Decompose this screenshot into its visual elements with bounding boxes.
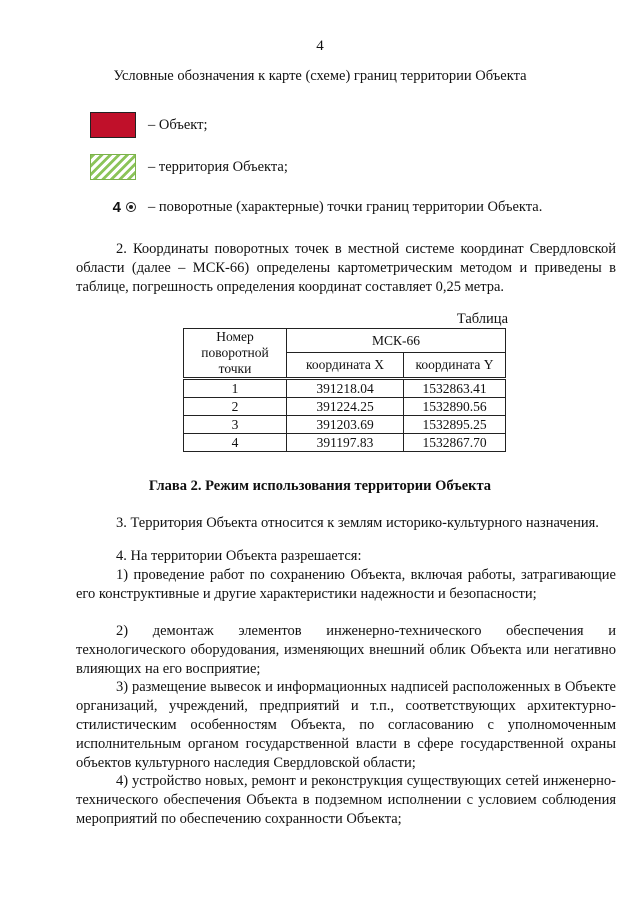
paragraph-4: 4. На территории Объекта разрешается: [116, 548, 362, 564]
header-point-number: Номер поворотной точки [184, 329, 287, 379]
legend-item-object [90, 111, 208, 139]
object-swatch [90, 112, 136, 138]
cell-y: 1532863.41 [404, 379, 506, 398]
cell-x: 391218.04 [287, 379, 404, 398]
legend-label-object: – Объект; [148, 116, 208, 133]
cell-y: 1532895.25 [404, 416, 506, 434]
header-system: МСК-66 [287, 329, 506, 353]
list-item-2: 2) демонтаж элементов инженерно-технического обеспечения и технологического оборудования, изменяющих внешний облик Объекта или негативно влияющих на его восприятие; [76, 623, 616, 677]
paragraph-3: 3. Территория Объекта относится к землям историко-культурного назначения. [116, 515, 599, 531]
cell-point-number: 3 [184, 416, 287, 434]
cell-x: 391197.83 [287, 434, 404, 452]
list-item-1: 1) проведение работ по сохранению Объекта, включая работы, затрагивающие его конструктивные и другие характеристики надежности и безопасности; [76, 567, 616, 602]
list-item-4: 4) устройство новых, ремонт и реконструкция существующих сетей инженерно-технического обеспечения Объекта в подземном исполнении с условием соблюдения мероприятий по обеспечению сохранности Объекта; [76, 773, 616, 827]
cell-point-number: 2 [184, 398, 287, 416]
point-circle-icon [126, 202, 136, 212]
cell-y: 1532867.70 [404, 434, 506, 452]
table-row [184, 379, 506, 398]
legend-title: Условные обозначения к карте (схеме) границ территории Объекта [113, 68, 527, 84]
list-item-3: 3) размещение вывесок и информационных надписей расположенных в Объекте организаций, учреждений, предприятий и т.п., соответствующих архитектурно-стилистическим особенностям Объекта, по согласованию с уполномоченным исполнительным органом государственной власти в сфере государственной охраны объектов культурного наследия Свердловской области; [76, 679, 616, 771]
legend-item-territory [90, 153, 288, 181]
cell-x: 391203.69 [287, 416, 404, 434]
legend-label-territory: – территория Объекта; [148, 158, 288, 175]
cell-y: 1532890.56 [404, 398, 506, 416]
table-row [184, 416, 506, 434]
legend-label-points: – поворотные (характерные) точки границ территории Объекта. [148, 198, 543, 215]
page-number: 4 [316, 38, 324, 54]
table-row [184, 434, 506, 452]
header-y: координата Y [404, 353, 506, 379]
cell-x: 391224.25 [287, 398, 404, 416]
chapter-title: Глава 2. Режим использования территории Объекта [148, 478, 492, 494]
table-row [184, 398, 506, 416]
paragraph-2: 2. Координаты поворотных точек в местной системе координат Свердловской области (далее – МСК-66) определены картометрическим методом и приведены в таблице, погрешность определения координат составляет 0,25 метра. [76, 241, 616, 295]
cell-point-number: 4 [184, 434, 287, 452]
header-x: координата X [287, 353, 404, 379]
territory-swatch [90, 154, 136, 180]
table-caption: Таблица [456, 311, 508, 327]
turning-point-marker [90, 199, 136, 216]
coordinates-table [183, 328, 506, 452]
point-marker-number: 4 [112, 198, 121, 216]
cell-point-number: 1 [184, 379, 287, 398]
legend-item-points [90, 193, 542, 221]
